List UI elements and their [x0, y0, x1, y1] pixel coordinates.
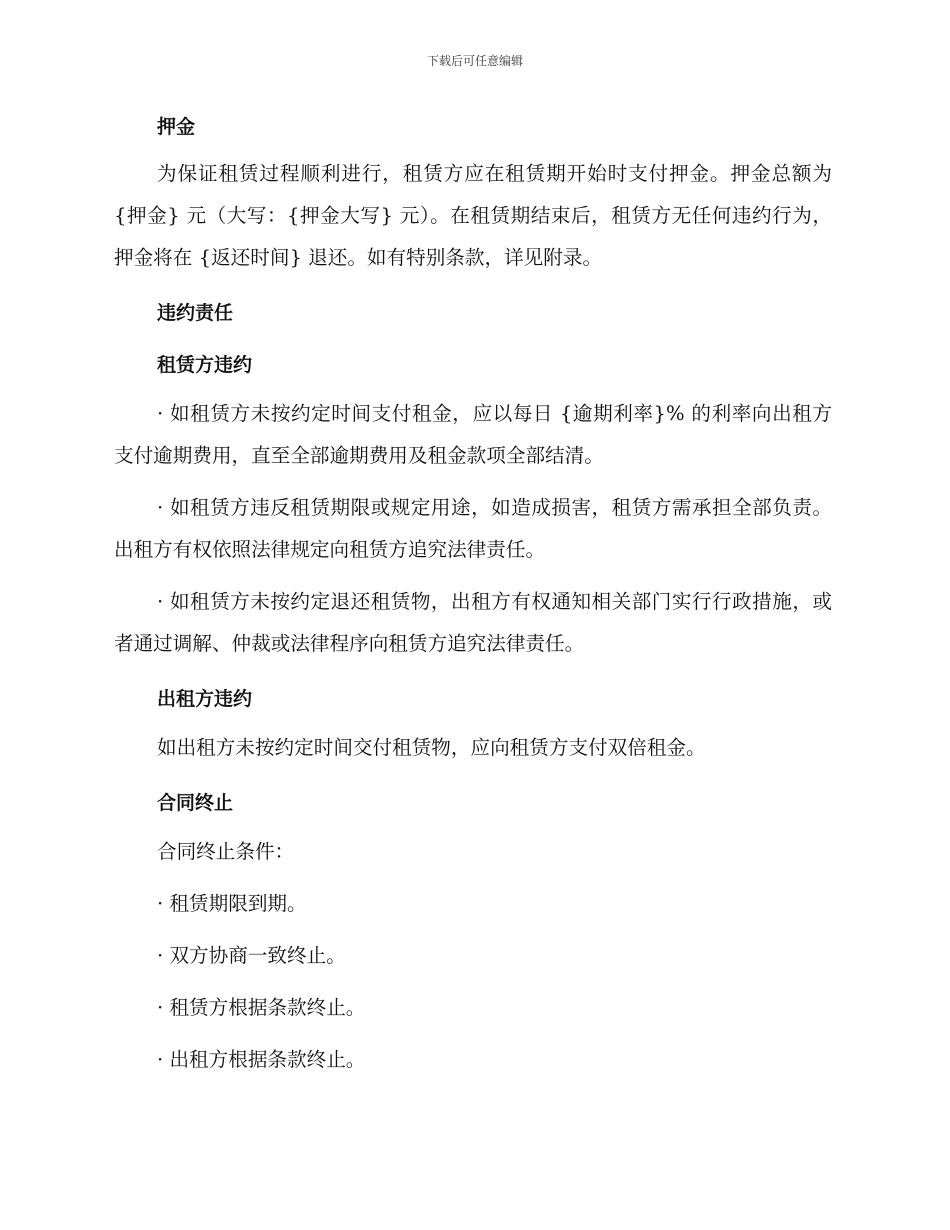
- list-item-lessee-breach-3: · 如租赁方未按约定退还租赁物，出租方有权通知相关部门实行行政措施，或者通过调解、仲裁或法律程序向租赁方追究法律责任。: [114, 590, 832, 655]
- list-item-termination-3: · 租赁方根据条款终止。: [157, 996, 366, 1019]
- heading-lessor-breach: 出租方违约: [157, 688, 253, 710]
- document-body: [114, 109, 832, 1081]
- list-item-termination-4: · 出租方根据条款终止。: [157, 1048, 366, 1071]
- list-item-lessee-breach-1: · 如租赁方未按约定时间支付租金，应以每日 {逾期利率}% 的利率向出租方支付逾期费用，直至全部逾期费用及租金款项全部结清。: [114, 402, 832, 467]
- page-header: 下载后可任意编辑: [426, 54, 523, 68]
- list-item-termination-2: · 双方协商一致终止。: [157, 944, 346, 967]
- paragraph-termination-intro: 合同终止条件：: [157, 840, 295, 863]
- heading-deposit: 押金: [157, 116, 196, 138]
- heading-lessee-breach: 租赁方违约: [157, 354, 253, 376]
- paragraph-lessor-breach: 如出租方未按约定时间交付租赁物，应向租赁方支付双倍租金。: [157, 736, 706, 759]
- paragraph-deposit: 为保证租赁过程顺利进行，租赁方应在租赁期开始时支付押金。押金总额为 {押金} 元（大写：{押金大写} 元）。在租赁期结束后，租赁方无任何违约行为，押金将在 {返还时间} 退还。如有特别条款，详见附录。: [114, 162, 832, 269]
- heading-breach-liability: 违约责任: [157, 302, 234, 324]
- heading-termination: 合同终止: [157, 792, 234, 814]
- list-item-lessee-breach-2: · 如租赁方违反租赁期限或规定用途，如造成损害，租赁方需承担全部负责。出租方有权依照法律规定向租赁方追究法律责任。: [114, 496, 832, 561]
- list-item-termination-1: · 租赁期限到期。: [157, 892, 307, 915]
